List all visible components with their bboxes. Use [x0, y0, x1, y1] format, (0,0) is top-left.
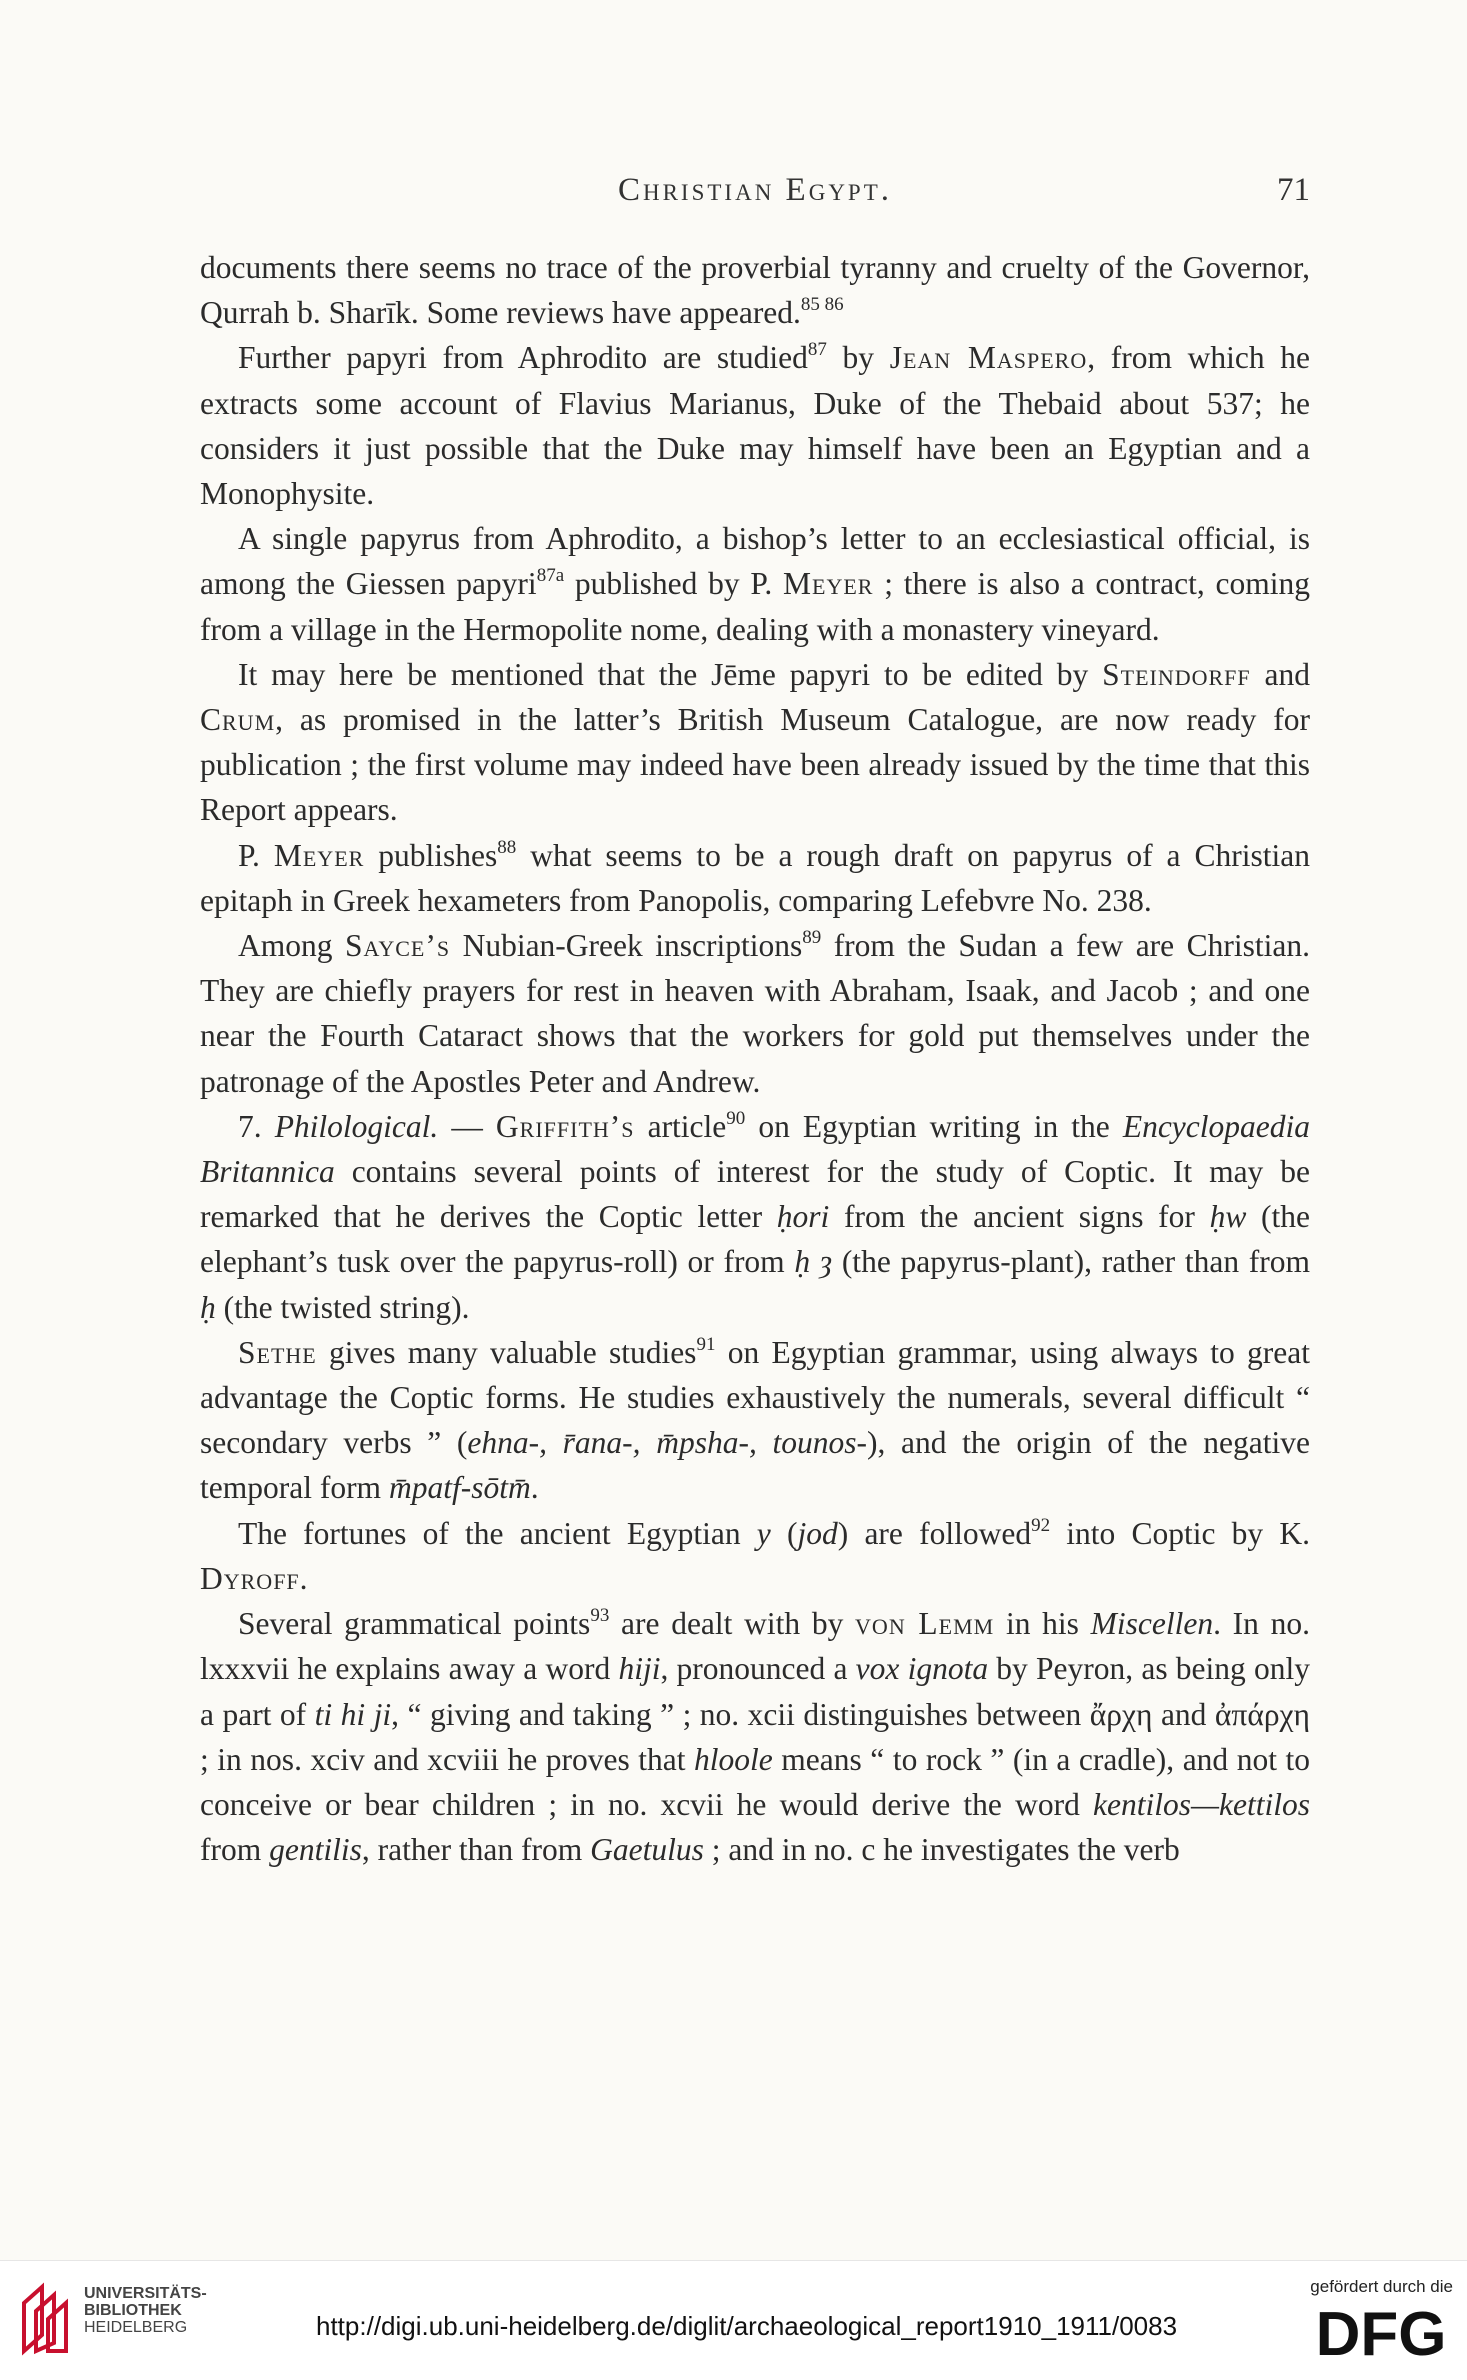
text-run: 7. — [238, 1108, 275, 1144]
italic-term: Encyclopaedia Britannica — [200, 1108, 1310, 1190]
text-run: from the ancient signs for — [829, 1199, 1210, 1235]
paragraph — [200, 1330, 1310, 1511]
italic-term: gentilis — [269, 1832, 362, 1868]
text-run: ; and in no. c he investigates the verb — [703, 1832, 1180, 1868]
text-run: documents there seems no trace of the proverbial tyranny and cruelty of the Governor, Qurrah b. Sharīk. Some reviews have appeared. — [200, 250, 1310, 331]
running-head-title: Christian Egypt. — [617, 172, 893, 208]
text-run: , from which he extracts some account of Flavius Marianus, Duke of the Thebaid about 537; he considers it just possible that the Duke may himself have been an Egyptian and a Monophysite. — [200, 340, 1310, 512]
text-run: Further papyri from Aphrodito are studied — [238, 340, 808, 376]
text-run: ), and the origin of the negative temporal form — [200, 1425, 1310, 1506]
author-name: Sayce’s — [344, 928, 451, 964]
text-run: in his — [994, 1606, 1091, 1642]
paragraph — [200, 1104, 1310, 1330]
library-name-line-3: HEIDELBERG — [84, 2319, 188, 2336]
text-run: , “ giving and taking ” ; no. xcii distinguishes between ἄρχη and ἀπάρχη ; in nos. xciv and xcviii he proves that — [200, 1696, 1310, 1777]
italic-term: hloole — [694, 1741, 773, 1777]
text-run: ( — [770, 1515, 798, 1551]
text-run: . — [299, 1560, 308, 1596]
text-run: contains several points of interest for the study of Coptic. It may be remarked that he derives the Coptic letter — [200, 1154, 1310, 1235]
text-run: The fortunes of the ancient Egyptian — [238, 1515, 757, 1551]
library-name — [84, 2285, 207, 2336]
text-run: — — [438, 1108, 496, 1144]
university-library-logo-icon — [16, 2281, 84, 2359]
text-run: from — [200, 1832, 270, 1868]
author-name: von Lemm — [855, 1606, 995, 1642]
digitization-footer — [0, 2260, 1467, 2380]
dfg-logo-text: DFG — [1315, 2300, 1447, 2363]
author-name: Griffith’s — [495, 1108, 635, 1144]
italic-term: hiji — [618, 1651, 661, 1687]
library-name-line-1: UNIVERSITÄTS- — [84, 2285, 207, 2302]
footnote-ref: 87 — [807, 339, 827, 361]
author-name: Jean Maspero — [889, 340, 1088, 376]
italic-term: m̄patf-sōtm̄ — [388, 1470, 531, 1506]
author-name: Meyer — [273, 837, 365, 873]
italic-term: vox ignota — [855, 1651, 989, 1687]
italic-term: ti hi ji — [314, 1696, 392, 1732]
source-url-link[interactable]: http://digi.ub.uni-heidelberg.de/diglit/archaeological_report1910_1911/0083 — [316, 2311, 1178, 2341]
text-run: ) are followed — [837, 1515, 1032, 1551]
italic-term: Gaetulus — [590, 1832, 704, 1868]
text-run: article — [634, 1108, 727, 1144]
text-run: (the twisted string). — [215, 1289, 470, 1325]
italic-term: Miscellen — [1090, 1606, 1214, 1642]
text-run: publishes — [364, 837, 498, 873]
sponsor-caption: gefördert durch die — [1310, 2277, 1453, 2296]
italic-term: jod — [797, 1515, 838, 1551]
text-run: into Coptic by K. — [1050, 1515, 1311, 1551]
page-number: 71 — [1277, 172, 1310, 208]
paragraph — [200, 652, 1310, 833]
text-run: on Egyptian grammar, using always to great advantage the Coptic forms. He studies exhaustively the numerals, several difficult “ secondary verbs ” ( — [200, 1334, 1310, 1461]
text-run: (the papyrus-plant), rather than from — [832, 1244, 1310, 1280]
author-name: Steindorff — [1102, 656, 1251, 692]
text-run: It may here be mentioned that the Jēme papyri to be edited by — [238, 656, 1103, 692]
text-run: ; there is also a contract, coming from a village in the Hermopolite nome, dealing with a monastery vineyard. — [200, 566, 1310, 647]
italic-term: y — [756, 1515, 771, 1551]
text-run: (the elephant’s tusk over the papyrus-roll) or from — [200, 1199, 1310, 1280]
paragraph — [200, 1511, 1310, 1601]
footnote-ref: 87a — [536, 565, 565, 587]
italic-term: ḥ ȝ — [794, 1244, 833, 1280]
text-run: by — [826, 340, 890, 376]
paragraph — [200, 1601, 1310, 1872]
text-run: and — [1250, 656, 1310, 692]
author-name: Meyer — [783, 566, 874, 602]
dfg-logo-icon — [1313, 2299, 1449, 2363]
footnote-ref: 89 — [802, 927, 822, 949]
footnote-ref: 91 — [696, 1333, 716, 1355]
italic-term: ehna-, r̄ana-, m̄psha-, tounos- — [467, 1425, 867, 1461]
italic-term: ḥw — [1209, 1199, 1247, 1235]
text-run: by Peyron, as being only a part of — [200, 1651, 1311, 1732]
running-head — [200, 172, 1310, 220]
footnote-ref: 90 — [726, 1107, 746, 1129]
italic-term: ḥ — [200, 1289, 216, 1325]
footnote-ref: 85 86 — [800, 294, 844, 316]
body-text — [200, 245, 1310, 1872]
author-name: Crum — [200, 702, 276, 738]
paragraph — [200, 245, 1310, 335]
text-run: from the Sudan a few are Christian. They are chiefly prayers for rest in heaven with Abraham, Isaak, and Jacob ; and one near the Fourth Cataract shows that the workers for gold put themselves under the patronage of the Apostles Peter and Andrew. — [200, 928, 1310, 1099]
text-run: gives many valuable studies — [316, 1334, 697, 1370]
text-run: Nubian-Greek inscriptions — [450, 928, 803, 964]
italic-term: ḥori — [776, 1199, 830, 1235]
text-run: A single papyrus from Aphrodito, a bishop’s letter to an ecclesiastical official, is among the Giessen papyri — [200, 521, 1310, 602]
library-name-line-2: BIBLIOTHEK — [84, 2302, 182, 2319]
paragraph — [200, 335, 1310, 516]
text-run: means “ to rock ” (in a cradle), and not to conceive or bear children ; in no. xcvii he would derive the word — [200, 1741, 1310, 1822]
text-run: are dealt with by — [609, 1606, 856, 1642]
italic-term: Philological. — [274, 1108, 439, 1144]
author-name: Dyroff — [200, 1560, 300, 1596]
text-run: Among — [238, 928, 345, 964]
text-run: , rather than from — [361, 1832, 591, 1868]
italic-term: kentilos—kettilos — [1093, 1786, 1310, 1822]
paragraph — [200, 923, 1310, 1104]
text-run: Several grammatical points — [238, 1606, 591, 1642]
text-run: . In no. lxxxvii he explains away a word — [200, 1606, 1311, 1687]
text-run: published by P. — [564, 566, 784, 602]
text-run: . — [530, 1470, 539, 1506]
text-run: what seems to be a rough draft on papyrus of a Christian epitaph in Greek hexameters from Panopolis, comparing Lefebvre No. 238. — [200, 837, 1310, 918]
footnote-ref: 92 — [1031, 1514, 1051, 1536]
dfg-sponsor — [1303, 2277, 1453, 2373]
text-run: , pronounced a — [660, 1651, 856, 1687]
author-name: Sethe — [238, 1334, 317, 1370]
text-run: , as promised in the latter’s British Museum Catalogue, are now ready for publication ; the first volume may indeed have been already issued by the time that this Report appears. — [200, 702, 1310, 828]
footnote-ref: 93 — [590, 1605, 610, 1627]
text-run: on Egyptian writing in the — [745, 1108, 1123, 1144]
paragraph — [200, 833, 1310, 923]
footnote-ref: 88 — [497, 836, 517, 858]
paragraph — [200, 516, 1310, 652]
text-run: P. — [238, 837, 274, 873]
